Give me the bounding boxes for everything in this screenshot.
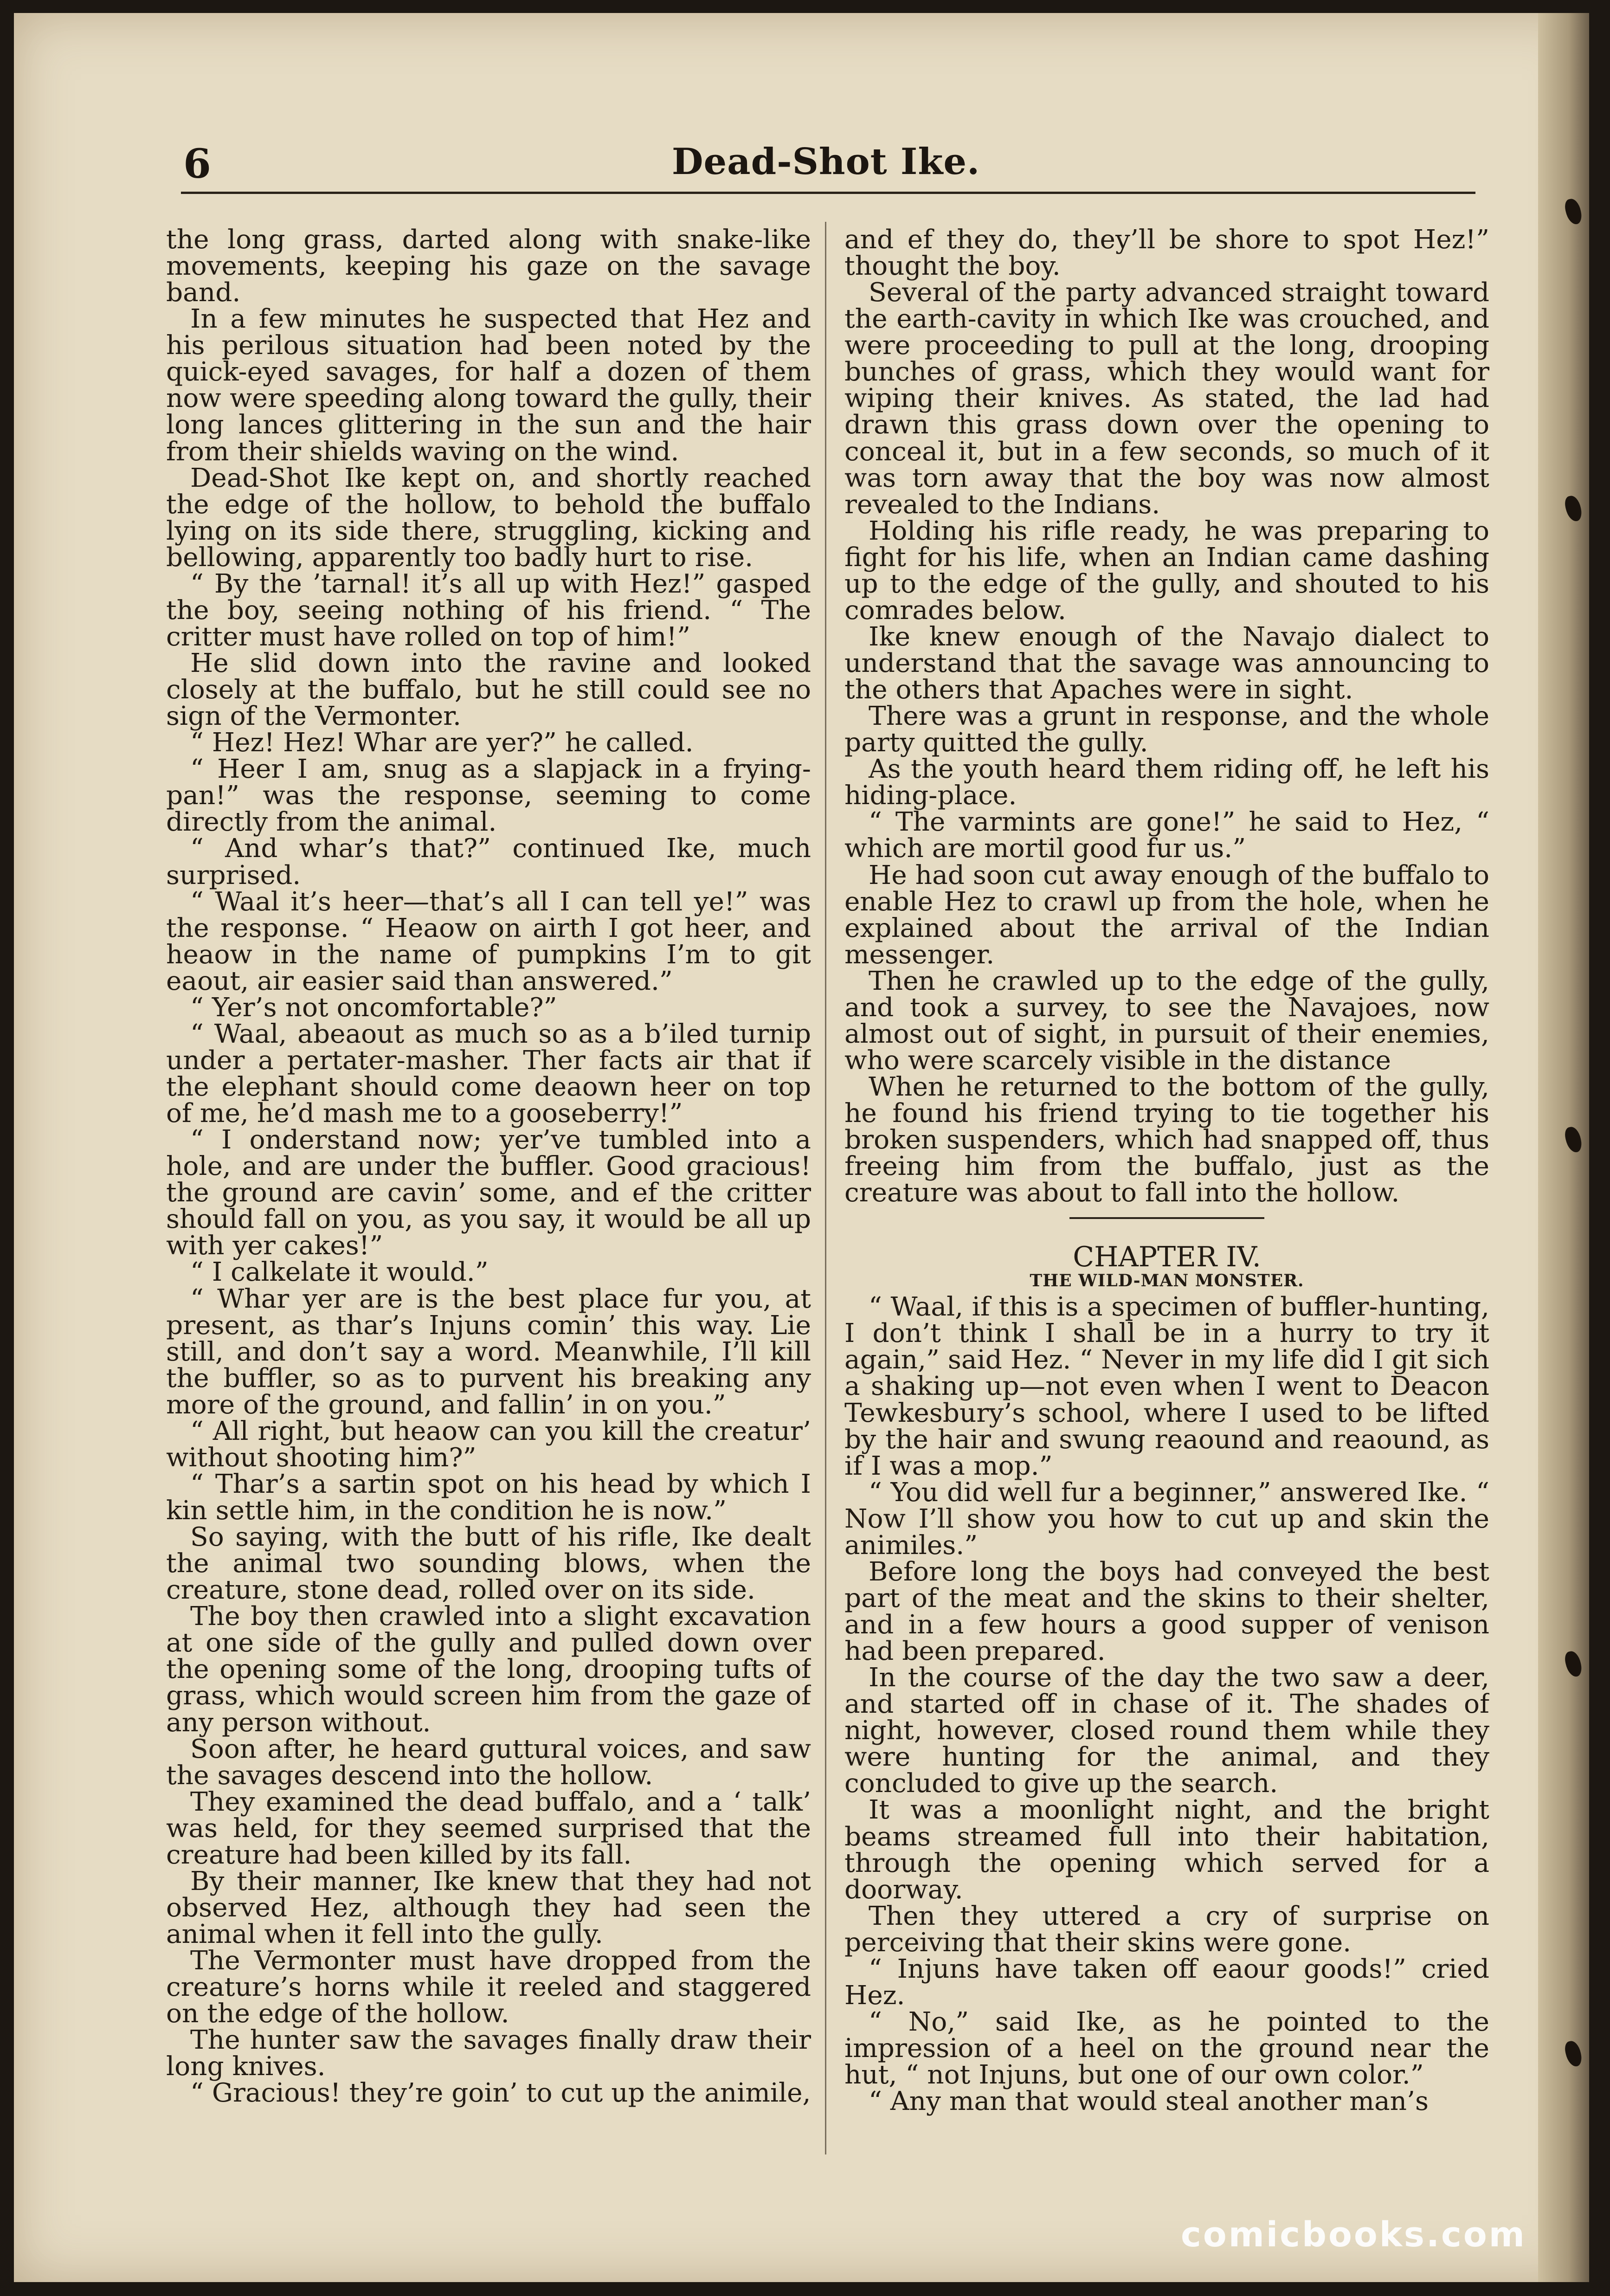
paragraph: “ By the ’tarnal! it’s all up with Hez!” gasped the boy, seeing nothing of his friend. “ The critter must have rolled on top of him!” <box>166 568 811 652</box>
paragraph: There was a grunt in response, and the whole party quitted the gully. <box>844 701 1489 758</box>
paragraph: “ Gracious! they’re goin’ to cut up the animile, <box>190 2078 811 2109</box>
paragraph: “ No,” said Ike, as he pointed to the impression of a heel on the ground near the hut, “ not Injuns, but one of our own color.” <box>844 2006 1489 2090</box>
paragraph: Then he crawled up to the edge of the gully, and took a survey, to see the Navajoes, now almost out of sight, in pursuit of their enemies, who were scarcely visible in the distance <box>844 966 1489 1076</box>
paragraph: “ Hez! Hez! Whar are yer?” he called. <box>190 728 694 758</box>
staple-hole <box>1564 1125 1584 1154</box>
paragraph: “ Any man that would steal another man’s <box>869 2086 1429 2117</box>
binding-spine <box>1538 13 1589 2282</box>
paragraph: “ Waal, abeaout as much so as a b’iled turnip under a pertater-masher. Ther facts air that if the elephant should come deaown heer on top of me, he’d mash me to a gooseberry!” <box>166 1019 811 1129</box>
staple-hole <box>1564 2039 1584 2068</box>
paragraph: “ Thar’s a sartin spot on his head by which I kin settle him, in the condition he is now.” <box>166 1469 811 1526</box>
page-number: 6 <box>183 141 211 187</box>
paragraph: “ Yer’s not oncomfortable?” <box>190 992 557 1023</box>
paragraph: He had soon cut away enough of the buffalo to enable Hez to crawl up from the hole, when he explained about the arrival of the Indian messenger. <box>844 860 1489 970</box>
paragraph: It was a moonlight night, and the bright beams streamed full into their habitation, through the opening which served for a doorway. <box>844 1795 1489 1905</box>
paragraph: “ Injuns have taken off eaour goods!” cried Hez. <box>844 1954 1489 2011</box>
paragraph: Holding his rifle ready, he was preparing to fight for his life, when an Indian came dashing up to the edge of the gully, and shouted to his comrades below. <box>844 516 1489 626</box>
paragraph: The boy then crawled into a slight excavation at one side of the gully and pulled down over the opening some of the long, drooping tufts of grass, which would screen him from the gaze of any person without. <box>166 1601 811 1738</box>
paragraph: In the course of the day the two saw a deer, and started off in chase of it. The shades of night, however, closed round them while they were hunting for the animal, and they concluded to give up the search. <box>844 1663 1489 1799</box>
paragraph: So saying, with the butt of his rifle, Ike dealt the animal two sounding blows, when the creature, stone dead, rolled over on its side. <box>166 1522 811 1606</box>
paragraph: “ I onderstand now; yer’ve tumbled into a hole, and are under the buffler. Good gracious! the ground are cavin’ some, and ef the critter should fall on you, as you say, it would be all up with yer cakes!” <box>166 1125 811 1261</box>
staple-hole <box>1564 494 1584 522</box>
paragraph: “ Waal, if this is a specimen of buffler-hunting, I don’t think I shall be in a hurry to try it again,” said Hez. “ Never in my life did I git sich a shaking up—not even when I went to Deacon Tewkesbury’s school, where I used to be lifted by the hair and swung reaound and reaound, as if I was a mop.” <box>844 1292 1489 1481</box>
left-column <box>166 226 811 2148</box>
paragraph: They examined the dead buffalo, and a ‘ talk’ was held, for they seemed surprised that the creature had been killed by its fall. <box>166 1786 811 1870</box>
right-column <box>844 226 1489 2148</box>
paragraph: Ike knew enough of the Navajo dialect to understand that the savage was announcing to the others that Apaches were in sight. <box>844 621 1489 705</box>
header-rule <box>181 192 1475 194</box>
paragraph: As the youth heard them riding off, he left his hiding-place. <box>844 754 1489 811</box>
paragraph: “ You did well fur a beginner,” answered Ike. “ Now I’ll show you how to cut up and skin the animiles.” <box>844 1477 1489 1561</box>
paragraph: Then they uttered a cry of surprise on perceiving that their skins were gone. <box>844 1901 1489 1958</box>
paragraph: “ I calkelate it would.” <box>190 1257 489 1288</box>
paragraph: “ And whar’s that?” continued Ike, much surprised. <box>166 833 811 890</box>
paragraph: “ Heer I am, snug as a slapjack in a frying-pan!” was the response, seeming to come directly from the animal. <box>166 754 811 838</box>
chapter-subtitle: THE WILD-MAN MONSTER. <box>1030 1271 1304 1290</box>
magazine-page <box>14 13 1589 2282</box>
paragraph: “ The varmints are gone!” he said to Hez, “ which are mortil good fur us.” <box>844 807 1489 864</box>
paragraph: Before long the boys had conveyed the best part of the meat and the skins to their shelter, and in a few hours a good supper of venison had been prepared. <box>844 1556 1489 1667</box>
page-header <box>167 141 1485 201</box>
paragraph: “ Waal it’s heer—that’s all I can tell ye!” was the response. “ Heaow on airth I got heer, and heaow in the name of pumpkins I’m to git eaout, air easier said than answered.” <box>166 886 811 996</box>
paragraph: and ef they do, they’ll be shore to spot Hez!” thought the boy. <box>844 226 1489 282</box>
paragraph: Dead-Shot Ike kept on, and shortly reached the edge of the hollow, to behold the buffalo lying on its side there, struggling, kicking and bellowing, apparently too badly hurt to rise. <box>166 463 811 573</box>
chapter-heading: CHAPTER IV. <box>1073 1241 1261 1274</box>
running-title: Dead-Shot Ike. <box>671 141 980 183</box>
paragraph: Soon after, he heard guttural voices, and saw the savages descend into the hollow. <box>166 1734 811 1791</box>
staple-hole <box>1564 197 1584 226</box>
staple-hole <box>1564 1650 1584 1678</box>
paragraph: The hunter saw the savages finally draw their long knives. <box>166 2025 811 2082</box>
paragraph: By their manner, Ike knew that they had not observed Hez, although they had seen the animal when it fell into the gully. <box>166 1866 811 1949</box>
paragraph: He slid down into the ravine and looked closely at the buffalo, but he still could see no sign of the Vermonter. <box>166 648 811 732</box>
paragraph: When he returned to the bottom of the gully, he found his friend trying to tie together his broken suspenders, which had snapped off, thus freeing him from the buffalo, just as the creature was about to fall into the hollow. <box>844 1072 1489 1208</box>
paragraph: In a few minutes he suspected that Hez and his perilous situation had been noted by the quick-eyed savages, for half a dozen of them now were speeding along toward the gully, their long lances glittering in the sun and the hair from their shields waving on the wind. <box>166 304 811 467</box>
paragraph: The Vermonter must have dropped from the creature’s horns while it reeled and staggered on the edge of the hollow. <box>166 1946 811 2029</box>
paragraph: Several of the party advanced straight toward the earth-cavity in which Ike was crouched, and were proceeding to pull at the long, drooping bunches of grass, which they would want for wiping their knives. As stated, the lad had drawn this grass down over the opening to conceal it, but in a few seconds, so much of it was torn away that the boy was now almost revealed to the Indians. <box>844 277 1489 520</box>
section-divider <box>1069 1217 1264 1219</box>
watermark: comicbooks.com <box>1181 2215 1526 2255</box>
column-divider <box>825 222 826 2154</box>
paragraph: “ All right, but heaow can you kill the creatur’ without shooting him?” <box>166 1416 811 1473</box>
paragraph: the long grass, darted along with snake-like movements, keeping his gaze on the savage band. <box>166 226 811 308</box>
paragraph: “ Whar yer are is the best place fur you, at present, as thar’s Injuns comin’ this way. Lie still, and don’t say a word. Meanwhile, I’ll kill the buffler, so as to purvent his breaking any more of the ground, and fallin’ in on you.” <box>166 1283 811 1420</box>
